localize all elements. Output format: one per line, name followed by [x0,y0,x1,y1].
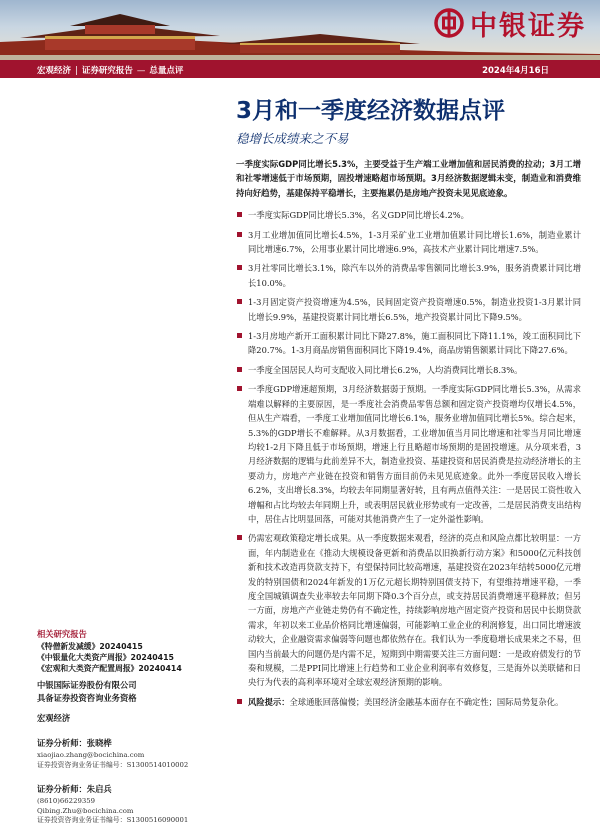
boc-logo-icon [434,8,464,38]
related-report-link[interactable]: 《特僧新发减缓》20240415 [37,642,143,651]
summary-paragraph: 一季度实际GDP同比增长5.3%，主要受益于生产端工业增加值和居民消费的拉动；3月工增和社零增速低于市场预期，固投增速略超市场预期。3月经济数据逻辑未变，制造业和消费维持向好趋势，基建保持平稳增长，主要拖累仍是房地产投资未见见底迹象。 [236,159,581,198]
analyst-card [37,737,227,770]
bullet-item: 3月社零同比增长3.1%，除汽车以外的消费品零售额同比增长3.9%，服务消费累计同比增长10.0%。 [236,261,581,290]
analyst-phone: (8610)66229359 [37,797,95,805]
report-column: 总量点评 [149,66,184,76]
analyst-name: 朱启兵 [86,784,112,794]
analyst-certificate: 证券投资咨询业务证书编号：S1300514010002 [37,760,189,769]
report-type: 证券研究报告 [81,66,133,76]
sidebar [37,628,227,826]
firm-name: 中银国际证券股份有限公司 [37,680,137,690]
risk-text: 全球通胀回落偏慢；美国经济金融基本面存在不确定性；国际局势复杂化。 [289,696,564,707]
report-date: 2024年4月16日 [482,66,549,76]
analyst-certificate: 证券投资咨询业务证书编号：S1300516090001 [37,816,189,824]
analyst-email[interactable]: Qibing.Zhu@bocichina.com [37,806,134,815]
sector-label: 宏观经济 [37,713,71,723]
related-report-link[interactable]: 《宏观和大类资产配置周报》20240414 [37,664,182,673]
page-subtitle: 稳增长成绩来之不易 [236,131,349,146]
report-body [236,157,581,714]
bullet-item: 3月工业增加值同比增长4.5%，1-3月采矿业工业增加值累计同比增长1.6%，制造业累计同比增速6.7%，公用事业累计同比增速6.9%，高技术产业累计同比增速7.5%。 [236,228,581,257]
analyst-name: 张晓桦 [86,738,112,748]
bullet-item: 一季度全国居民人均可支配收入同比增长6.2%，人均消费同比增长8.3%。 [236,363,581,377]
bullet-item: 一季度GDP增速超预期，3月经济数据弱于预期。一季度实际GDP同比增长5.3%，从需求端难以解释的主要原因，是一季度社会消费品零售总额和固定资产投资增均仅增长4.5%，但从生产端看，一季度工业增加值同比增长6.1%，服务业增加值同比增长5%。综合起来，5.3%的GDP增长不难解释。从3月数据看，工业增加值当月同比增速和社零当月同比增速均较1-2月下降且低于市场预期，增速上行且略超市场预期的是固投增速。从分项来看，3月经济数据的逻辑与此前差异不大，制造业投资、基建投资和居民消费是拉动经济增长的主要动力，房地产产业链在投资和销售方面目前仍未见见底迹象。此外一季度居民收入增长6.2%，支出增长8.3%，均较去年同期显著好转，且有两点值得关注：一是居民工资性收入增幅和占比均较去年同期上升，或表明居民就业形势或有一定改善，二是居民消费支出结构中，居住占比明显回落，可能对其他消费产生了一定外溢性影响。 [236,382,581,526]
analyst-role: 证券分析师： [37,738,87,748]
risk-label: 风险提示： [248,696,290,707]
firm-qualification: 具备证券投资咨询业务资格 [37,692,137,703]
analyst-card [37,783,227,826]
header-banner [0,0,600,60]
analyst-role: 证券分析师： [37,784,87,794]
risk-warning [236,695,581,709]
brand-block [434,6,586,40]
page-title: 3月和一季度经济数据点评 [236,98,506,124]
analyst-email[interactable]: xiaojiao.zhang@bocichina.com [37,751,145,759]
related-report-link[interactable]: 《中银量化大类资产周报》20240415 [37,653,174,662]
bullet-item: 1-3月房地产新开工面积累计同比下降27.8%，施工面积同比下降11.1%，竣工面积同比下降20.7%。1-3月商品房销售面积同比下降19.4%，商品房销售额累计同比下降27.6%。 [236,329,581,358]
report-category: 宏观经济 [37,66,72,76]
firm-info [37,679,227,704]
bullet-item: 仍需宏观政策稳定增长成果。从一季度数据来观看，经济的亮点和风险点都比较明显：一方面，年内制造业在《推动大规模设备更新和消费品以旧换新行动方案》和5000亿元科技创新和技术改造再贷款支持下，有望保持同比较高增速，基建投资在2023年结转5000亿元增发的特别国债和2024年新发的1万亿元超长期特别国债支持下，有望维持增速平稳，一季度全国城镇调查失业率较去年同期下降0.3个百分点，或支持居民消费增速平稳释放；但另一方面，房地产产业链走势仍有不确定性，持续影响房地产固定资产投资和居民中长期贷款需求，年初以来工业品价格同比增速偏弱，可能影响工业企业的利润修复，出口同比增速波动较大，企业融资需求偏弱等问题也都依然存在。我们认为一季度稳增长成果来之不易，但国内当前最大的问题仍是内需不足，短期到中期需要关注三方面问题：一是政府债发行的节奏和规模，二是PPI同比增速上行趋势和工业企业利润率有效修复，三是海外以美联储和日央行为代表的高利率环境对全球宏观经济预期的影响。 [236,531,581,689]
report-header-bar: 宏观经济 | 证券研究报告 — 总量点评 2024年4月16日 [0,60,600,78]
bullet-item: 1-3月固定资产投资增速为4.5%，民间固定资产投资增速0.5%，制造业投资1-3月累计同比增长9.9%，基建投资累计同比增长6.5%，地产投资累计同比下降9.5%。 [236,295,581,324]
bullet-item: 一季度实际GDP同比增长5.3%，名义GDP同比增长4.2%。 [236,208,581,222]
brand-name: 中银证券 [470,10,586,42]
related-reports-heading: 相关研究报告 [37,629,87,639]
